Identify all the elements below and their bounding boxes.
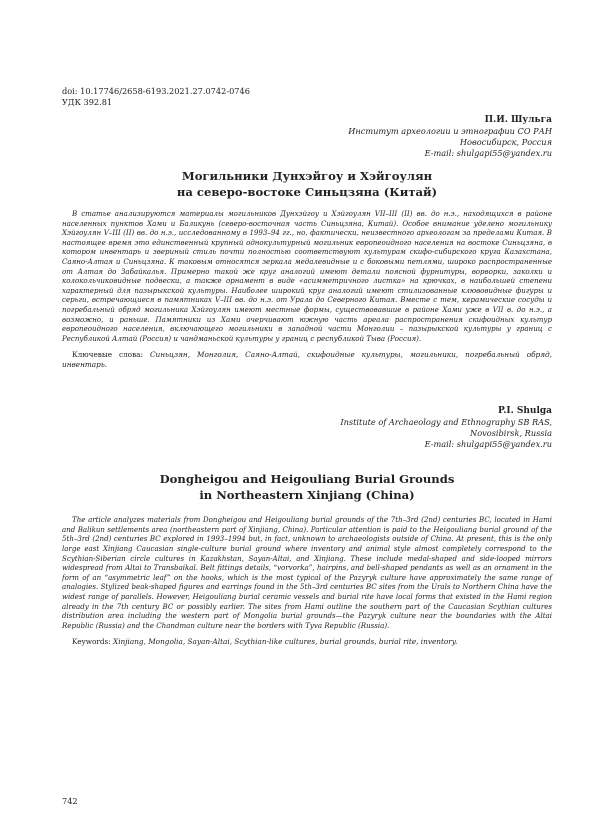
email-ru[interactable]: E-mail: shulgapi55@yandex.ru [424, 148, 552, 158]
city-ru: Новосибирск, Россия [459, 137, 552, 147]
city-en: Novosibirsk, Russia [470, 428, 552, 439]
affiliation-ru: Институт археологии и этнографии СО РАН [348, 126, 552, 136]
abstract-en: The article analyzes materials from Dongheigou and Heigouliang burial grounds of the 7th–3rd (2nd) centuries BC, located in Hami and Balikun settlements area (northeastern part of Xinjiang, China). Particular attention is paid to the Heigouliang burial ground of the 5th–3rd (2nd) centuries BC explored in 1993–1994 but, in fact, unknown to archaeologists outside of China. At present, this is the only large east Xinjiang Caucasian single-culture burial ground where inventory and animal style almost completely correspond to the Scythian-Siberian circle cultures in Kazakhstan, Sayan-Altai, and Xinjiang. These include medal-shaped and side-looped mirrors widespread from Altai to Transbaikal. Belt fittings details, “vorvorka”, hairpins, and bell-shaped pendants as well as an ornament in the form of an “asymmetric leaf” on the hooks, which is the most typical of the Pazyryk culture have approximately the same range of analogies. Stylized beak-shaped figures and earrings found in the 5th–3rd centuries BC sites from the Urals to Northern China have the widest range of parallels. However, Heigouliang burial ceramic vessels and burial rite have local forms that existed in the Hami region already in the 7th century BC or possibly earlier. The sites from Hami outline the southern part of the Caucasian Scythian cultures distribution area including the western part of Mongolia burial grounds—the Pazyryk culture near the boundaries with the Altai Republic (Russia) and the Chandman culture near the borders with Tyva Republic (Russia). [62, 515, 552, 630]
author-name-en: P.I. Shulga [497, 406, 552, 417]
keywords-text-en: Xinjiang, Mongolia, Sayan-Altai, Scythian-like cultures, burial grounds, burial rite, inventory. [113, 637, 458, 647]
author-block-en [62, 405, 552, 450]
doi[interactable]: doi: 10.17746/2658-6193.2021.27.0742-0746 [62, 86, 250, 96]
keywords-ru [62, 350, 552, 370]
section-gap [62, 377, 552, 405]
udc-code: УДК 392.81 [62, 97, 113, 107]
affiliation-en: Institute of Archaeology and Ethnography SB RAS, [340, 417, 552, 428]
author-block-ru [62, 114, 552, 159]
author-name-ru: П.И. Шульга [484, 115, 552, 125]
keywords-label-ru: Ключевые слова: [72, 350, 143, 360]
title-ru-line1: Могильники Дунхэйгоу и Хэйгоулян [181, 169, 433, 183]
article-title-en [62, 472, 552, 503]
title-en-line2: in Northeastern Xinjiang (China) [199, 487, 415, 502]
page-number: 742 [62, 796, 78, 806]
keywords-en [62, 637, 552, 647]
title-ru-line2: на северо-востоке Синьцзяна (Китай) [176, 184, 438, 199]
email-en[interactable]: E-mail: shulgapi55@yandex.ru [424, 439, 552, 450]
keywords-text-ru: Синьцзян, Монголия, Саяно-Алтай, скифоидные культуры, могильники, погребальный обряд, инвентарь. [62, 350, 552, 370]
article-title-ru [62, 169, 552, 200]
abstract-ru: В статье анализируются материалы могильников Дунхэйгоу и Хэйгоулян VII–III (II) вв. до н.э., находящихся в районе населенных пунктов Хами и Баликунь (северо-восточная часть Синьцзяна, Китай). Особое внимание уделено могильнику Хэйгоулян V–III (II) вв. до н.э., исследованному в 1993–94 гг., но, фактически, неизвестного археологам за пределами Китая. В настоящее время это единственный крупный однокультурный могильник европеоидного населения на востоке Синьцзяна, в котором инвентарь и звериный стиль почти полностью соответствуют культурам скифо-сибирского круга Казахстана, Саяно-Алтая и Синьцзяна. К таковым относятся зеркала медалевидные и с боковыми петлями, широко распространенные от Алтая до Забайкалья. Примерно такой же круг аналогий имеют детали поясной фурнитуры, ворворки, заколки и колокольчиковидные подвески, а также орнамент в виде «асимметричного листка» на крючках, в наибольшей степени характерный для пазырыкской культуры. Наиболее широкий круг аналогий имеют стилизованные клювовидные фигуры и серьги, встречающиеся в памятниках V–III вв. до н.э. от Урала до Северного Китая. Вместе с тем, керамические сосуды и погребальный обряд могильника Хэйгоулян имеют местные формы, существовавшие в районе Хами уже в VII в. до н.э., а возможно, и раньше. Памятники из Хами очерчивают южную часть ареала распространения скифоидных культур европеоидного населения, включающего могильники в западной части Монголии – пазырыкской культуры у границ с Республикой Алтай (Россия) и чандманьской культуры у границ с республикой Тыва (Россия). [62, 209, 552, 343]
keywords-label-en: Keywords: [72, 637, 111, 647]
article-page [62, 86, 552, 655]
title-en-line1: Dongheigou and Heigouliang Burial Grounds [159, 472, 455, 487]
